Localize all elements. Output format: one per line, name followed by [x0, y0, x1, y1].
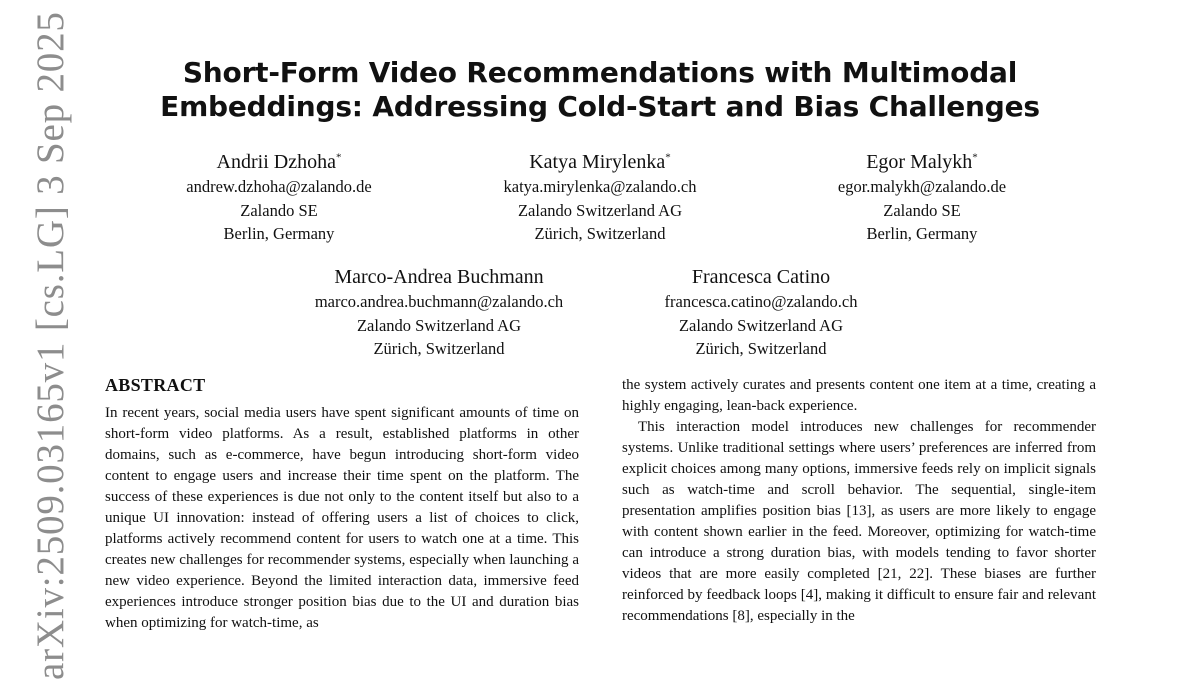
author-email: marco.andrea.buchmann@zalando.ch — [314, 292, 564, 311]
author-name: Marco-Andrea Buchmann — [334, 266, 544, 288]
intro-paragraph: This interaction model introduces new challenges for recommender systems. Unlike traditional settings where users’ preferences are inferred from explicit choices among many options, immersive feeds rely on implicit signals such as watch-time and scroll behavior. The sequential, single-item presentation amplifies position bias [13], as users are more likely to engage with content shown earlier in the feed. Moreover, optimizing for watch-time can introduce a strong duration bias, with models tending to favor shorter videos that are more easily completed [21, 22]. These biases are further reinforced by feedback loops [4], making it difficult to ensure fair and relevant recommendations [8], especially in the — [622, 419, 1096, 624]
author-block-4 — [279, 264, 599, 361]
right-column — [622, 375, 1096, 627]
arxiv-side-stamp — [29, 11, 72, 680]
author-email: egor.malykh@zalando.de — [837, 177, 1007, 196]
paper-title-line-2: Embeddings: Addressing Cold-Start and Bias Challenges — [160, 90, 1040, 123]
author-block-5 — [601, 264, 921, 361]
author-location: Berlin, Germany — [866, 224, 978, 243]
author-block-1 — [119, 149, 439, 246]
arxiv-identifier: arXiv:2509.03165v1 [cs.LG] 3 Sep 2025 — [29, 11, 72, 680]
author-block-2 — [440, 149, 760, 246]
equal-contribution-mark: * — [335, 151, 342, 164]
author-location: Zürich, Switzerland — [695, 339, 827, 358]
author-name: Andrii Dzhoha — [216, 151, 336, 173]
author-location: Zürich, Switzerland — [373, 339, 505, 358]
paper-title-line-1: Short-Form Video Recommendations with Multimodal — [182, 56, 1018, 89]
author-affiliation: Zalando Switzerland AG — [678, 315, 844, 335]
author-affiliation: Zalando SE — [240, 200, 318, 220]
equal-contribution-mark: * — [972, 151, 978, 164]
author-affiliation: Zalando Switzerland AG — [517, 200, 683, 220]
author-email: francesca.catino@zalando.ch — [664, 292, 858, 311]
author-location: Berlin, Germany — [223, 224, 335, 243]
abstract-heading: ABSTRACT — [105, 375, 206, 395]
author-email: andrew.dzhoha@zalando.de — [186, 177, 372, 196]
paper-title — [110, 56, 1090, 124]
author-block-3 — [762, 149, 1082, 246]
left-column — [105, 374, 579, 634]
author-affiliation: Zalando SE — [883, 200, 961, 220]
abstract-text: In recent years, social media users have spent significant amounts of time on short-form video platforms. As a result, established platforms in other domains, such as e-commerce, have begun introducing short-form video content to engage users and increase their time spent on the platform. The success of these experiences is due not only to the content itself but also to a unique UI innovation: instead of offering users a list of choices to click, platforms actively recommend content for users to watch one at a time. This creates new challenges for recommender systems, especially when launching a new video experience. Beyond the limited interaction data, immersive feed experiences introduce stronger position bias due to the UI and duration bias when optimizing for watch-time, as — [105, 405, 579, 631]
author-affiliation: Zalando Switzerland AG — [356, 315, 522, 335]
author-name: Francesca Catino — [691, 266, 831, 288]
author-name: Katya Mirylenka — [529, 151, 666, 173]
author-name: Egor Malykh — [866, 151, 973, 173]
author-email: katya.mirylenka@zalando.ch — [503, 177, 697, 196]
intro-paragraph-continued: the system actively curates and presents content one item at a time, creating a highly engaging, lean-back experience. — [622, 377, 1096, 414]
author-location: Zürich, Switzerland — [534, 224, 666, 243]
equal-contribution-mark: * — [665, 151, 671, 164]
